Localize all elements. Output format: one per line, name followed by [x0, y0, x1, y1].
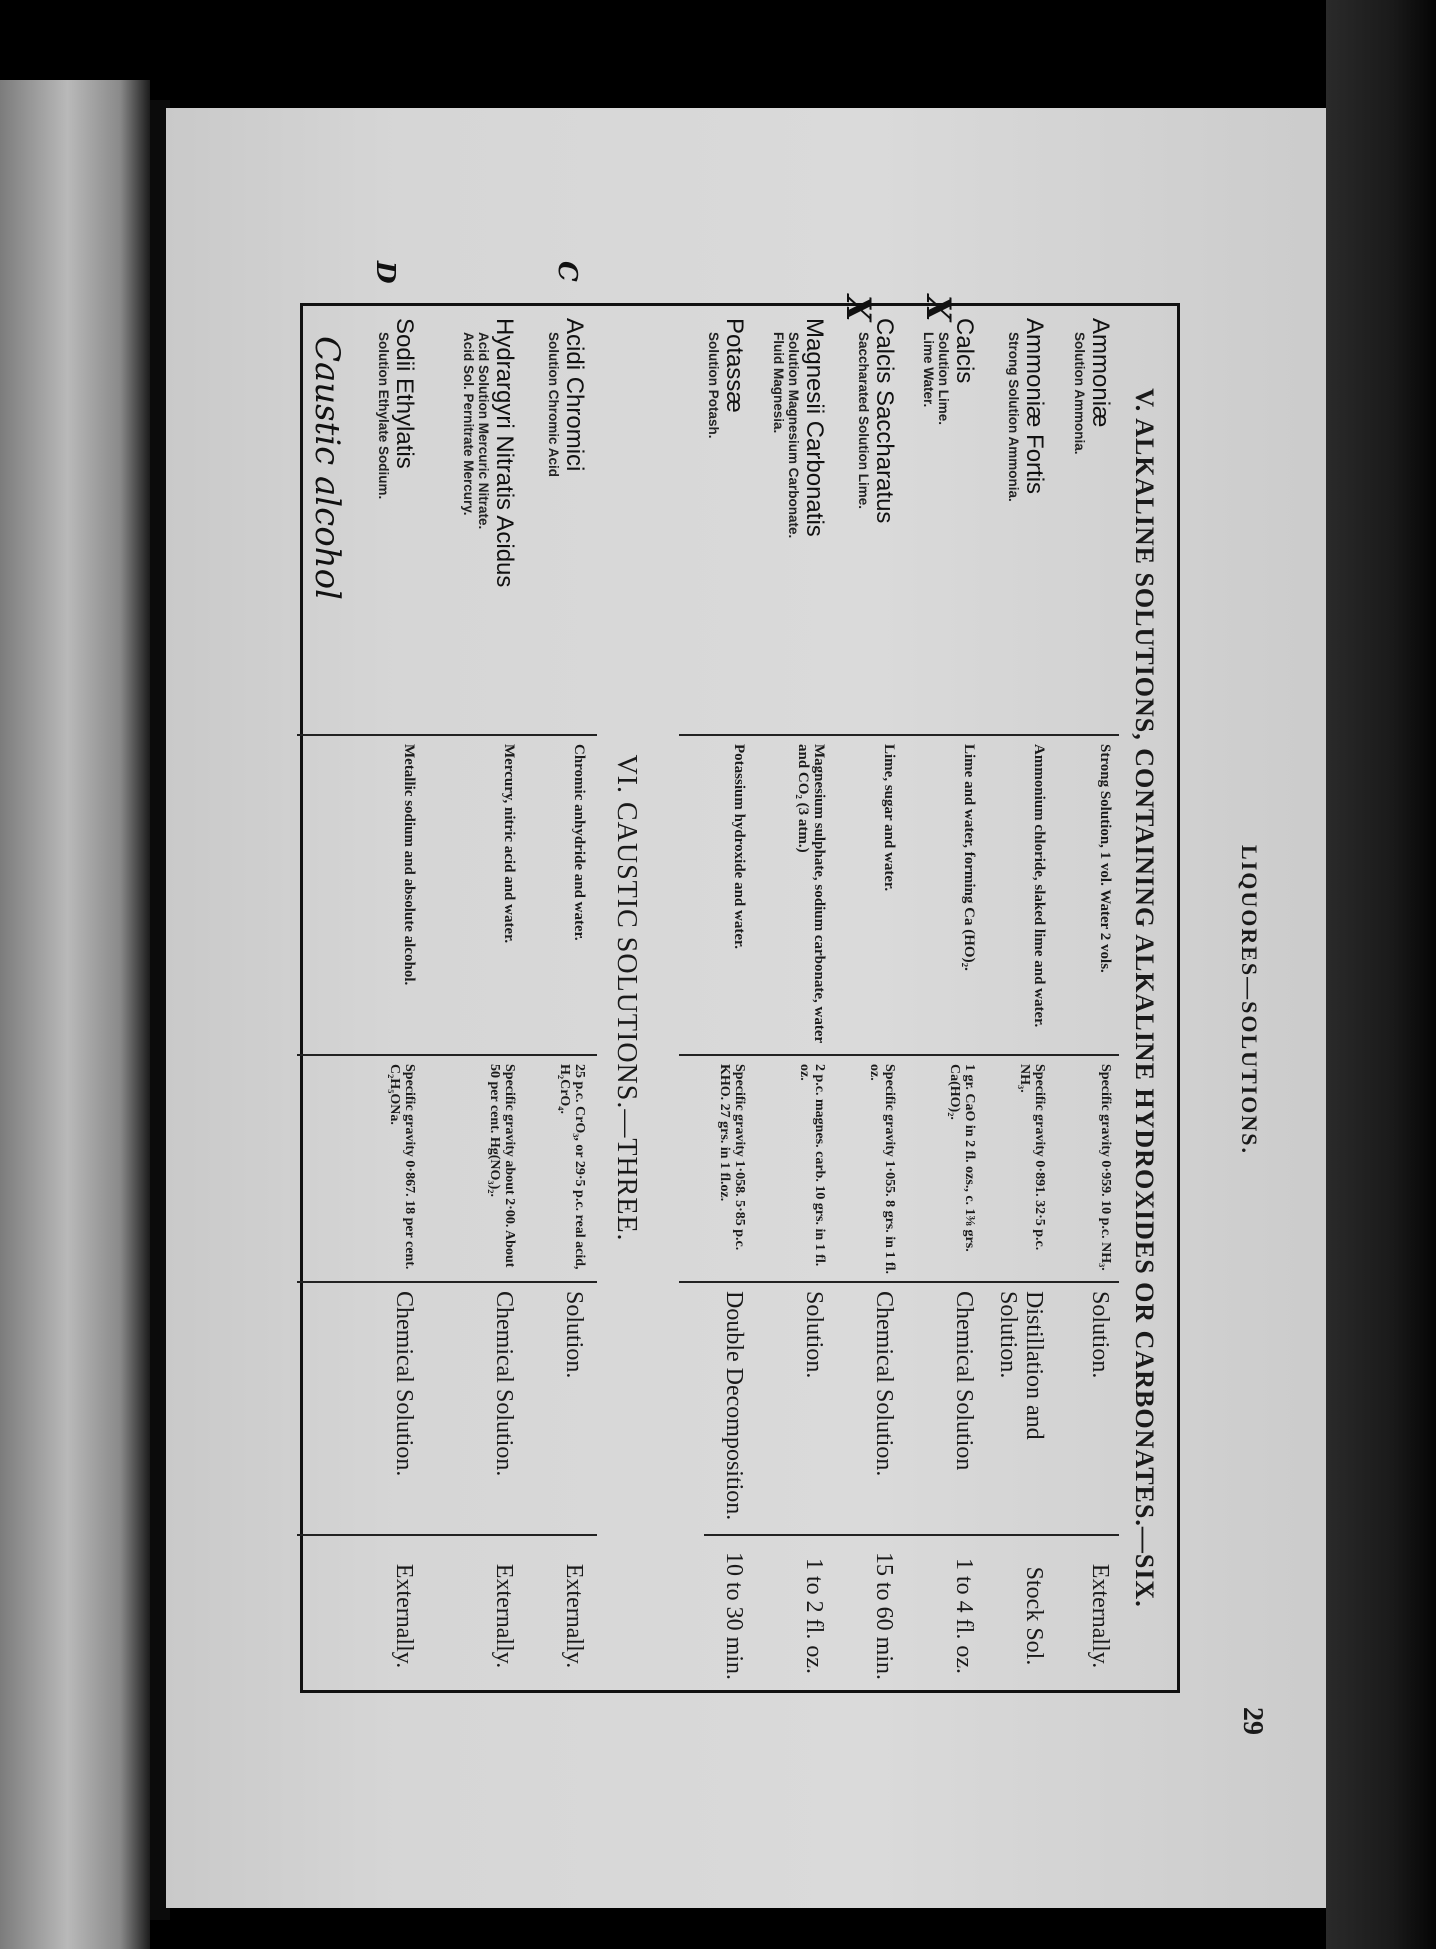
latin-name: Ammoniæ: [1087, 318, 1114, 428]
ingredients-cell: Metallic sodium and absolute alcohol.: [401, 744, 417, 986]
preparation-name-cell: [1072, 318, 1113, 726]
ingredients-cell: Lime and water, forming Ca (HO)₂.: [961, 744, 977, 971]
strength-cell: Specific gravity 1·055. 8 grs. in 1 fl. oz.: [867, 1064, 897, 1274]
section-5-title: V. ALKALINE SOLUTIONS, CONTAINING ALKALINE HYDROXIDES OR CARBONATES.—SIX.: [1130, 388, 1159, 1608]
latin-name: Sodii Ethylatis: [391, 318, 418, 469]
english-name-alt: Lime Water.: [921, 332, 936, 408]
rotated-page-content: [300, 261, 1268, 1735]
latin-name: Hydrargyri Nitratis Acidus: [491, 318, 518, 588]
preparation-name-cell: [706, 318, 747, 726]
handwritten-note: Caustic alcohol: [307, 336, 347, 600]
preparation-name-cell: [1006, 318, 1047, 726]
latin-name: Calcis: [951, 318, 978, 384]
rule-s5-col3: [679, 1281, 1119, 1283]
process-cell: Solution.: [561, 1291, 587, 1379]
english-name: Solution Ammonia.: [1072, 332, 1087, 455]
rule-s5-col4: [704, 1534, 1119, 1536]
running-head: [1222, 275, 1268, 1735]
preparation-name-cell: [546, 318, 587, 726]
ingredients-cell: Ammonium chloride, slaked lime and water.: [1031, 744, 1047, 1028]
dose-cell: 1 to 2 fl. oz.: [801, 1558, 827, 1674]
strength-cell: 25 p.c. CrO₃, or 29·5 p.c. real acid, H₂CrO₄.: [557, 1064, 587, 1270]
ingredients-cell: Magnesium sulphate, sodium carbonate, water and CO₂ (3 atm.): [795, 744, 827, 1043]
dose-cell: Externally.: [561, 1563, 587, 1669]
english-name: Strong Solution Ammonia.: [1006, 332, 1021, 502]
dose-cell: 15 to 60 min.: [871, 1551, 897, 1680]
process-cell: Chemical Solution.: [391, 1291, 417, 1477]
ingredients-cell: Strong Solution, 1 vol. Water 2 vols.: [1097, 744, 1113, 973]
strength-cell: 2 p.c. magnes. carb. 10 grs. in 1 fl. oz.: [797, 1064, 827, 1267]
english-name: Solution Ethylate Sodium.: [376, 332, 391, 500]
process-cell: Distillation and Solution.: [995, 1291, 1047, 1440]
page-number: 29: [1237, 1707, 1268, 1735]
preparation-name-cell: [921, 318, 977, 726]
strength-cell: Specific gravity 0·959. 10 p.c. NH₃.: [1098, 1064, 1113, 1271]
process-cell: Solution.: [801, 1291, 827, 1379]
ingredients-cell: Mercury, nitric acid and water.: [501, 744, 517, 944]
english-name: Acid Solution Mercuric Nitrate.: [476, 332, 491, 530]
english-name-alt: Acid Sol. Pernitrate Mercury.: [461, 332, 476, 516]
dose-cell: 1 to 4 fl. oz.: [951, 1558, 977, 1674]
rule-s5-col1: [679, 734, 1119, 736]
dose-cell: Externally.: [391, 1563, 417, 1669]
rule-s6-col2: [297, 1054, 597, 1056]
dose-cell: Externally.: [491, 1563, 517, 1669]
strength-cell: Specific gravity 0·891. 32·5 p.c. NH₃.: [1017, 1064, 1047, 1251]
book-left-edge: [0, 80, 150, 1949]
ingredients-cell: Lime, sugar and water.: [881, 744, 897, 892]
margin-x-mark: X: [838, 295, 878, 322]
rule-s6-col1: [297, 734, 597, 736]
table-frame: [300, 303, 1180, 1693]
latin-name: Potassæ: [721, 318, 748, 413]
latin-name: Calcis Saccharatus: [871, 318, 898, 524]
strength-cell: Specific gravity 0·867. 18 per cent. C₂H₅ONa.: [387, 1064, 417, 1270]
process-cell: Chemical Solution: [951, 1291, 977, 1471]
ingredients-cell: Potassium hydroxide and water.: [731, 744, 747, 950]
margin-c-mark: C: [552, 261, 582, 282]
rule-s6-col4: [297, 1534, 597, 1536]
preparation-name-cell: [771, 318, 827, 726]
english-name: Solution Lime.: [936, 332, 951, 425]
english-name: Solution Chromic Acid: [546, 332, 561, 477]
rule-s6-col3: [297, 1281, 597, 1283]
running-title: LIQUORES—SOLUTIONS.: [1237, 844, 1262, 1156]
book-right-edge: [1326, 0, 1436, 1949]
strength-cell: 1 gr. CaO in 2 fl. ozs., c. 1⅜ grs. Ca(HO)₂.: [947, 1064, 977, 1252]
margin-x-mark: X: [918, 295, 958, 322]
latin-name: Ammoniæ Fortis: [1021, 318, 1048, 495]
preparation-name-cell: [461, 318, 517, 726]
english-name: Solution Magnesium Carbonate.: [786, 332, 801, 539]
latin-name: Magnesii Carbonatis: [801, 318, 828, 537]
margin-d-mark: D: [370, 261, 400, 284]
rule-s5-col2: [679, 1054, 1119, 1056]
ingredients-cell: Chromic anhydride and water.: [571, 744, 587, 941]
process-cell: Chemical Solution.: [491, 1291, 517, 1477]
dose-cell: Stock Sol.: [1021, 1566, 1047, 1666]
dose-cell: 10 to 30 min.: [721, 1551, 747, 1680]
dose-cell: Externally.: [1087, 1563, 1113, 1669]
process-cell: Chemical Solution.: [871, 1291, 897, 1477]
strength-cell: Specific gravity about 2·00. About 50 per cent. Hg(NO₃)₂.: [487, 1064, 517, 1268]
process-cell: Double Decomposition.: [721, 1291, 747, 1521]
process-cell: Solution.: [1087, 1291, 1113, 1379]
strength-cell: Specific gravity 1·058. 5·85 p.c. KHO. 27 grs. in 1 fl.oz.: [717, 1064, 747, 1251]
section-6-title: VI. CAUSTIC SOLUTIONS.—THREE.: [611, 754, 642, 1242]
english-name: Solution Potash.: [706, 332, 721, 439]
latin-name: Acidi Chromici: [561, 318, 588, 472]
english-name: Saccharated Solution Lime.: [856, 332, 871, 510]
english-name-alt: Fluid Magnesia.: [771, 332, 786, 434]
preparation-name-cell: [376, 318, 417, 726]
preparation-name-cell: [856, 318, 897, 726]
